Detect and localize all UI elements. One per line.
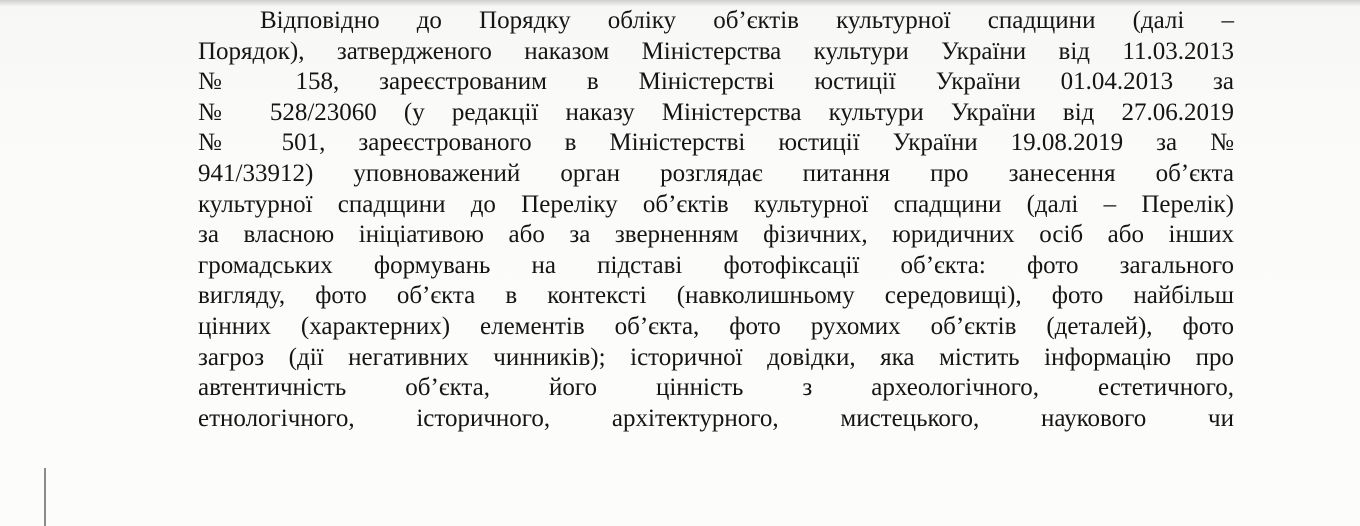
text-line: громадських формувань на підставі фотофіксації об’єкта: фото загального bbox=[198, 251, 1234, 279]
text-line: цінних (характерних) елементів об’єкта, фото рухомих об’єктів (деталей), фото bbox=[198, 312, 1234, 340]
text-line: за власною ініціативою або за зверненням фізичних, юридичних осіб або інших bbox=[198, 221, 1234, 249]
text-line: Порядок), затвердженого наказом Міністерства культури України від 11.03.2013 bbox=[198, 37, 1234, 65]
text-line: етнологічного, історичного, архітектурного, мистецького, наукового чи bbox=[198, 404, 1234, 432]
text-line: № 528/23060 (у редакції наказу Міністерства культури України від 27.06.2019 bbox=[198, 98, 1234, 126]
margin-rule bbox=[44, 468, 46, 526]
text-line: вигляду, фото об’єкта в контексті (навколишньому середовищі), фото найбільш bbox=[198, 282, 1234, 310]
document-paragraph bbox=[198, 6, 1234, 434]
text-line: 941/33912) уповноважений орган розглядає питання про занесення об’єкта bbox=[198, 159, 1234, 187]
text-line: автентичність об’єкта, його цінність з археологічного, естетичного, bbox=[198, 374, 1234, 402]
text-line: № 158, зареєстрованим в Міністерстві юстиції України 01.04.2013 за bbox=[198, 68, 1234, 96]
text-line: культурної спадщини до Переліку об’єктів культурної спадщини (далі – Перелік) bbox=[198, 190, 1234, 218]
text-line: № 501, зареєстрованого в Міністерстві юстиції України 19.08.2019 за № bbox=[198, 129, 1234, 157]
text-line: Відповідно до Порядку обліку об’єктів культурної спадщини (далі – bbox=[260, 7, 1234, 34]
text-line: загроз (дії негативних чинників); історичної довідки, яка містить інформацію про bbox=[198, 343, 1234, 371]
